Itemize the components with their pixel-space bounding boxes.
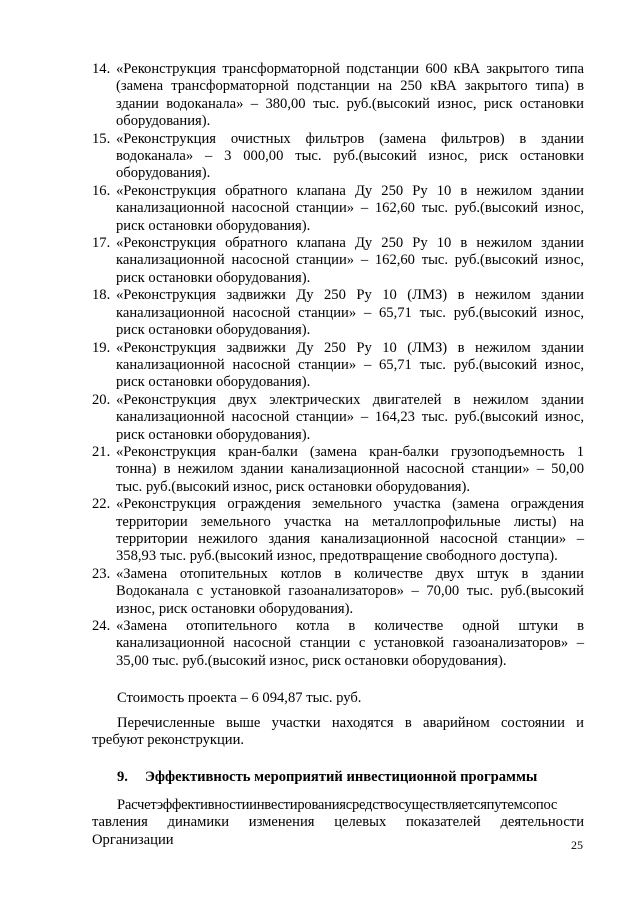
section-heading — [117, 769, 537, 786]
list-item — [92, 235, 584, 287]
item-text: «Реконструкция двух электрических двигателей в нежилом здании канализационной насосной станции» – 164,23 тыс. руб.(высокий износ, риск остановки оборудования). — [116, 391, 584, 443]
efficiency-paragraph — [92, 797, 584, 849]
item-number: 24. — [92, 618, 111, 634]
item-number: 22. — [92, 496, 111, 513]
efficiency-line-1: Расчетэффективностиинвестированиясредствосуществляетсяпутемсопос — [117, 797, 558, 813]
item-text: «Реконструкция задвижки Ду 250 Ру 10 (ЛМЗ) в нежилом здании канализационной насосной станции» – 65,71 тыс. руб.(высокий износ, риск остановки оборудования). — [116, 339, 584, 391]
list-item — [92, 183, 584, 235]
list-item — [92, 496, 584, 566]
list-item — [92, 392, 584, 444]
list-item — [92, 61, 584, 131]
list-item — [92, 131, 584, 183]
section-number: 9. — [117, 769, 128, 785]
item-number: 16. — [92, 182, 111, 199]
project-cost: Стоимость проекта – 6 094,87 тыс. руб. — [117, 690, 362, 706]
item-text: «Реконструкция ограждения земельного участка (замена ограждения территории земельного участка на металлопрофильные листы) на территории нежилого здания канализационной насосной станции» – 358,93 тыс. руб.(высокий износ, предотвращение свободного доступа). — [116, 496, 584, 565]
item-number: 23. — [92, 565, 111, 582]
item-number: 19. — [92, 339, 111, 356]
item-text: «Реконструкция трансформаторной подстанции 600 кВА закрытого типа (замена трансформаторной подстанции на 250 кВА закрытого типа) в здании водоканала» – 380,00 тыс. руб.(высокий износ, риск остановки оборудования). — [116, 61, 584, 130]
list-item — [92, 340, 584, 392]
item-text: «Замена отопительного котла в количестве одной штуки в канализационной насосной станции с установкой газоанализаторов» – 35,00 тыс. руб.(высокий износ, риск остановки оборудования). — [116, 618, 584, 669]
project-list — [92, 61, 584, 670]
item-number: 21. — [92, 443, 111, 460]
list-item — [92, 287, 584, 339]
efficiency-line-2: тавления динамики изменения целевых показателей деятельности Организации — [92, 814, 584, 848]
item-text: «Реконструкция очистных фильтров (замена фильтров) в здании водоканала» – 3 000,00 тыс. руб.(высокий износ, риск остановки оборудования). — [116, 130, 584, 182]
section-title: Эффективность мероприятий инвестиционной программы — [145, 769, 538, 785]
item-number: 20. — [92, 391, 111, 408]
item-number: 17. — [92, 235, 111, 252]
list-item — [92, 618, 584, 670]
item-text: «Замена отопительных котлов в количестве двух штук в здании Водоканала с установкой газоанализаторов» – 70,00 тыс. руб.(высокий износ, риск остановки оборудования). — [116, 565, 584, 617]
item-text: «Реконструкция обратного клапана Ду 250 Ру 10 в нежилом здании канализационной насосной станции» – 162,60 тыс. руб.(высокий износ, риск остановки оборудования). — [116, 182, 584, 234]
page-number: 25 — [571, 838, 583, 852]
item-number: 18. — [92, 287, 111, 304]
item-number: 14. — [92, 61, 111, 77]
item-text: «Реконструкция задвижки Ду 250 Ру 10 (ЛМЗ) в нежилом здании канализационной насосной станции» – 65,71 тыс. руб.(высокий износ, риск остановки оборудования). — [116, 287, 584, 339]
item-text: «Реконструкция кран-балки (замена кран-балки грузоподъемность 1 тонна) в нежилом здании канализационной насосной станции» – 50,00 тыс. руб.(высокий износ, риск остановки оборудования). — [116, 443, 584, 495]
item-text: «Реконструкция обратного клапана Ду 250 Ру 10 в нежилом здании канализационной насосной станции» – 162,60 тыс. руб.(высокий износ, риск остановки оборудования). — [116, 235, 584, 286]
summary-paragraph: Перечисленные выше участки находятся в аварийном состоянии и требуют реконструкции. — [92, 715, 584, 749]
item-number: 15. — [92, 130, 111, 147]
list-item — [92, 444, 584, 496]
list-item — [92, 566, 584, 618]
